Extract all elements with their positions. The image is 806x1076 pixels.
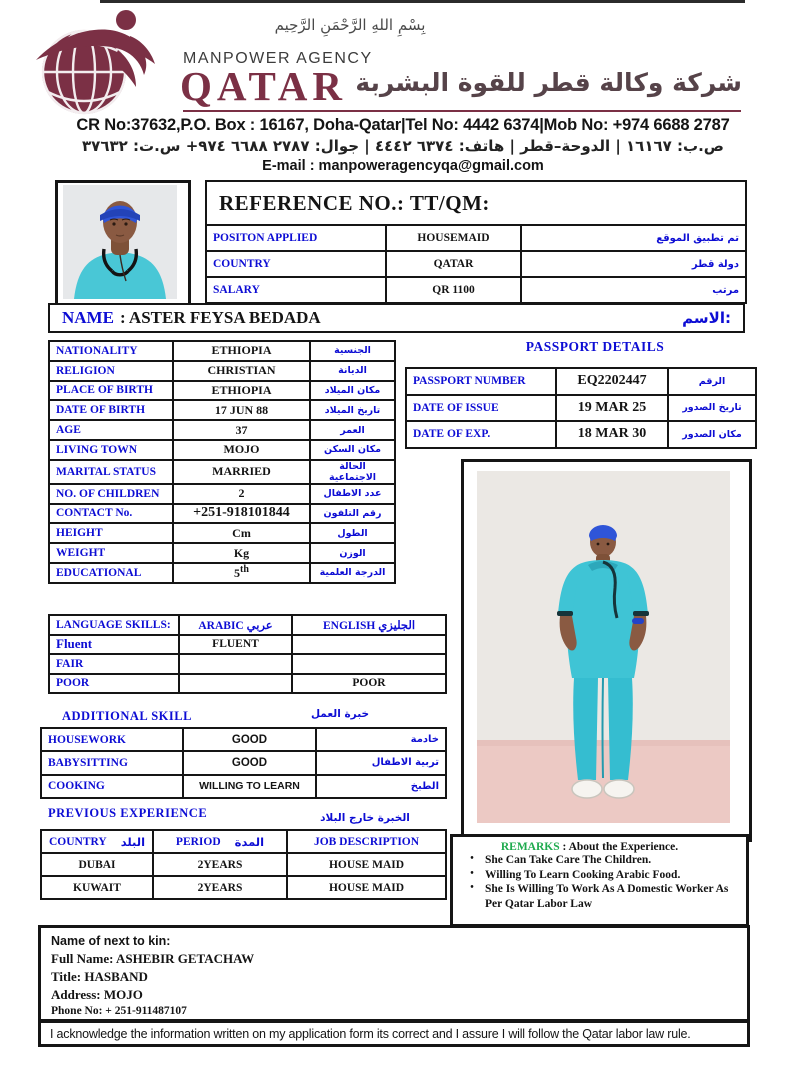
height-label: HEIGHT: [49, 523, 173, 543]
poor-arabic-value: [179, 674, 292, 694]
age-value: 37: [173, 420, 310, 440]
height-value: Cm: [173, 523, 310, 543]
remarks-heading: [459, 841, 740, 853]
age-label: AGE: [49, 420, 173, 440]
previous-experience-title-arabic: الخبرة خارج البلاد: [320, 812, 410, 824]
marital-status-value: MARRIED: [173, 460, 310, 484]
language-skills-header: LANGUAGE SKILLS:: [49, 615, 179, 635]
place-of-birth-label: PLACE OF BIRTH: [49, 381, 173, 401]
cooking-value: WILLING TO LEARN: [183, 775, 316, 798]
contact-arabic: رقم التلفون: [310, 504, 395, 524]
fluent-label: Fluent: [49, 635, 179, 655]
name-value: : ASTER FEYSA BEDADA: [119, 308, 321, 327]
bullet-icon: •: [470, 867, 474, 879]
living-town-label: LIVING TOWN: [49, 440, 173, 460]
next-of-kin-box: [38, 925, 750, 1022]
cooking-label: COOKING: [41, 775, 183, 798]
babysitting-arabic: تربية الاطفال: [316, 751, 446, 774]
fair-arabic-value: [179, 654, 292, 674]
language-skills-table: [48, 614, 447, 694]
table-row: [41, 775, 446, 798]
remark-text: She Can Take Care The Children.: [485, 854, 652, 866]
arabic-column-header: ARABIC عربي: [179, 615, 292, 635]
scan-artifact-line: [100, 0, 745, 3]
date-of-issue-label: DATE OF ISSUE: [406, 395, 556, 422]
babysitting-label: BABYSITTING: [41, 751, 183, 774]
table-row: [49, 635, 446, 655]
date-of-expiry-label: DATE OF EXP.: [406, 421, 556, 448]
date-of-birth-arabic: تاريخ الميلاد: [310, 400, 395, 420]
acknowledgement-box: [38, 1020, 750, 1047]
children-label: NO. OF CHILDREN: [49, 484, 173, 504]
salary-arabic: مرتب: [521, 277, 746, 303]
period-header-label: PERIOD: [175, 835, 221, 848]
educational-label: EDUCATIONAL: [49, 563, 173, 583]
table-row: [49, 381, 395, 401]
remarks-heading-text: : About the Experience.: [559, 841, 679, 853]
kin-heading: Name of next to kin:: [51, 934, 171, 948]
contact-info-line: CR No:37632,P.O. Box : 16167, Doha-Qatar|Tel No: 4442 6374|Mob No: +974 6688 2787: [76, 116, 730, 134]
name-label: NAME: [62, 308, 114, 327]
remark-text: She Is Willing To Work As A Domestic Worker As Per Qatar Labor Law: [485, 883, 729, 911]
educational-grade: 5: [234, 566, 241, 581]
date-of-expiry-value: 18 MAR 30: [556, 421, 668, 448]
kin-address: Address: MOJO: [51, 987, 143, 1003]
housework-arabic: خادمة: [316, 728, 446, 751]
passport-details-table: [405, 367, 757, 449]
age-arabic: العمر: [310, 420, 395, 440]
passport-details-title: PASSPORT DETAILS: [525, 339, 665, 354]
country-header-label: COUNTRY: [48, 835, 107, 848]
experience-job-value: HOUSE MAID: [287, 876, 446, 899]
passport-number-value: EQ2202447: [556, 368, 668, 395]
date-of-issue-value: 19 MAR 25: [556, 395, 668, 422]
date-of-issue-arabic: تاريخ الصدور: [668, 395, 756, 422]
position-applied-arabic: تم تطبيق الموقع: [521, 225, 746, 251]
reference-table: [205, 180, 747, 304]
marital-status-arabic: الحالة الاجتماعية: [310, 460, 395, 484]
table-row: [206, 251, 746, 277]
fluent-english-value: [292, 635, 446, 655]
housework-label: HOUSEWORK: [41, 728, 183, 751]
salary-label: SALARY: [206, 277, 386, 303]
educational-grade-suffix: th: [240, 564, 249, 576]
table-row: [49, 563, 395, 583]
country-arabic: دولة قطر: [521, 251, 746, 277]
portrait-photo-illustration: [58, 183, 182, 299]
educational-arabic: الدرجة العلمية: [310, 563, 395, 583]
table-row: [49, 523, 395, 543]
experience-country-value: KUWAIT: [41, 876, 153, 899]
remarks-box: [450, 834, 749, 927]
living-town-value: MOJO: [173, 440, 310, 460]
name-row: [48, 303, 745, 333]
table-row: [41, 876, 446, 899]
agency-title-arabic: شركة وكالة قطر للقوة البشربة: [355, 68, 742, 97]
remark-item: [459, 868, 740, 883]
country-column-header: [41, 830, 153, 853]
marital-status-label: MARITAL STATUS: [49, 460, 173, 484]
applicant-portrait-photo: [55, 180, 191, 308]
table-row: [41, 751, 446, 774]
table-row: [49, 440, 395, 460]
height-arabic: الطول: [310, 523, 395, 543]
contact-value: +251-918101844: [173, 504, 310, 524]
name-label-arabic: الاسم:: [682, 309, 731, 327]
contact-info-line-arabic: ص.ب: ١٦١٦٧ | الدوحة–قطر | هاتف: ٦٣٧٤ ٤٤٤٢ | جوال: ٢٧٨٧ ٦٦٨٨ ٩٧٤+ س.ت: ٣٧٦٣٢: [82, 137, 724, 155]
experience-period-value: 2YEARS: [153, 876, 287, 899]
fair-label: FAIR: [49, 654, 179, 674]
kin-phone: Phone No: + 251-911487107: [51, 1005, 187, 1018]
remarks-label: REMARKS: [500, 841, 560, 853]
table-row: [41, 853, 446, 876]
country-value: QATAR: [386, 251, 521, 277]
table-row: [41, 728, 446, 751]
religion-arabic: الديانة: [310, 361, 395, 381]
place-of-birth-arabic: مكان الميلاد: [310, 381, 395, 401]
bullet-icon: •: [470, 882, 474, 894]
place-of-birth-value: ETHIOPIA: [173, 381, 310, 401]
table-row: [49, 400, 395, 420]
table-row: [406, 421, 756, 448]
remark-item: [459, 882, 740, 911]
nationality-label: NATIONALITY: [49, 341, 173, 361]
date-of-expiry-arabic: مكان الصدور: [668, 421, 756, 448]
religion-label: RELIGION: [49, 361, 173, 381]
header-divider: [183, 110, 741, 112]
table-row: [406, 368, 756, 395]
experience-period-value: 2YEARS: [153, 853, 287, 876]
previous-experience-title: PREVIOUS EXPERIENCE: [48, 806, 208, 820]
table-row: [49, 674, 446, 694]
nationality-arabic: الجنسية: [310, 341, 395, 361]
additional-skill-table: [40, 727, 447, 799]
salary-value: QR 1100: [386, 277, 521, 303]
contact-label: CONTACT No.: [49, 504, 173, 524]
table-row: [206, 277, 746, 303]
educational-value: [173, 563, 310, 583]
housework-value: GOOD: [183, 728, 316, 751]
table-row: [49, 460, 395, 484]
poor-english-value: POOR: [292, 674, 446, 694]
additional-skill-title-arabic: خبرة العمل: [310, 708, 370, 720]
reference-title-row: [206, 181, 746, 225]
country-header-arabic: البلد: [120, 834, 146, 849]
experience-country-value: DUBAI: [41, 853, 153, 876]
position-applied-value: HOUSEMAID: [386, 225, 521, 251]
reference-number-title: REFERENCE NO.: TT/QM:: [206, 181, 746, 225]
remark-text: Willing To Learn Cooking Arabic Food.: [485, 868, 681, 881]
table-row: [49, 543, 395, 563]
date-of-birth-value: 17 JUN 88: [173, 400, 310, 420]
additional-skill-title: ADDITIONAL SKILL: [62, 709, 192, 723]
fullbody-photo-illustration: [464, 462, 743, 833]
english-column-header: ENGLISH الجليزي: [292, 615, 446, 635]
experience-job-value: HOUSE MAID: [287, 853, 446, 876]
table-row: [49, 504, 395, 524]
personal-details-table: [48, 340, 396, 584]
cooking-arabic: الطبخ: [316, 775, 446, 798]
job-description-header: JOB DESCRIPTION: [287, 830, 446, 853]
living-town-arabic: مكان السكن: [310, 440, 395, 460]
table-row: [49, 361, 395, 381]
period-header-arabic: المدة: [234, 834, 265, 849]
agency-logo: [30, 6, 168, 118]
table-row: [49, 615, 446, 635]
table-row: [406, 395, 756, 422]
children-value: 2: [173, 484, 310, 504]
table-row: [49, 484, 395, 504]
babysitting-value: GOOD: [183, 751, 316, 774]
period-column-header: [153, 830, 287, 853]
remark-item: [459, 853, 740, 868]
children-arabic: عدد الاطفال: [310, 484, 395, 504]
religion-value: CHRISTIAN: [173, 361, 310, 381]
country-label: COUNTRY: [206, 251, 386, 277]
position-applied-label: POSITON APPLIED: [206, 225, 386, 251]
table-row: [41, 830, 446, 853]
bismillah-calligraphy: بِسْمِ اللهِ الرَّحْمَنِ الرَّحِيم: [274, 16, 426, 34]
applicant-fullbody-photo: [461, 459, 752, 842]
date-of-birth-label: DATE OF BIRTH: [49, 400, 173, 420]
acknowledgement-text: I acknowledge the information written on my application form its correct and I assure I will follow the Qatar labor law rule.: [50, 1026, 691, 1041]
fluent-arabic-value: FLUENT: [179, 635, 292, 655]
fair-english-value: [292, 654, 446, 674]
agency-title: QATAR: [180, 63, 347, 109]
agency-subtitle: MANPOWER AGENCY: [183, 50, 373, 67]
table-row: [49, 341, 395, 361]
previous-experience-table: [40, 829, 447, 900]
weight-arabic: الوزن: [310, 543, 395, 563]
poor-label: POOR: [49, 674, 179, 694]
table-row: [49, 654, 446, 674]
passport-number-label: PASSPORT NUMBER: [406, 368, 556, 395]
email-line: E-mail : manpoweragencyqa@gmail.com: [262, 158, 544, 174]
table-row: [49, 420, 395, 440]
kin-title: Title: HASBAND: [51, 969, 148, 985]
passport-number-arabic: الرقم: [668, 368, 756, 395]
kin-full-name: Full Name: ASHEBIR GETACHAW: [51, 951, 255, 967]
table-row: [206, 225, 746, 251]
weight-value: Kg: [173, 543, 310, 563]
nationality-value: ETHIOPIA: [173, 341, 310, 361]
bullet-icon: •: [470, 853, 474, 864]
weight-label: WEIGHT: [49, 543, 173, 563]
